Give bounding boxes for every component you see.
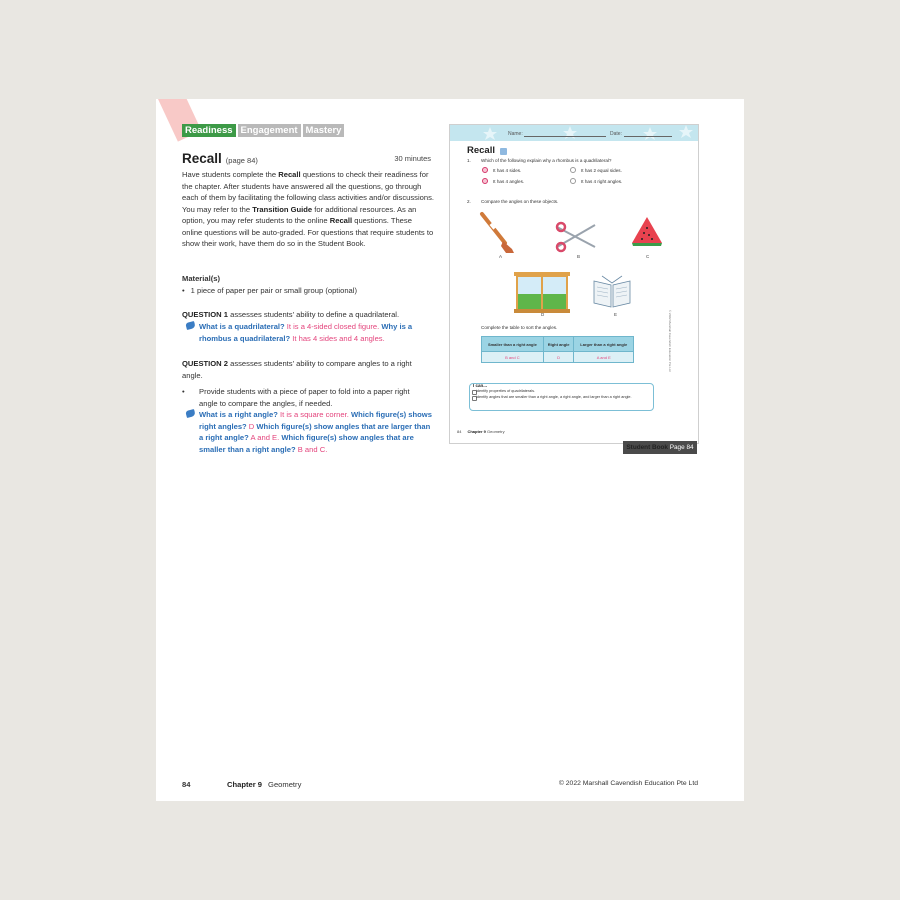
discussion-icon [185,409,196,418]
lesson-page-ref: (page 84) [225,156,258,165]
materials-item: • 1 piece of paper per pair or small group (optional) [182,286,357,295]
table-prompt: Complete the table to sort the angles. [481,325,558,330]
digital-icon [500,148,507,155]
tab-readiness[interactable]: Readiness [182,124,236,137]
i-can-item: identify properties of quadrilaterals. [476,389,536,393]
scissors-image [553,219,599,253]
sb-q2-number: 2. [467,199,471,204]
watermelon-slice-image [630,215,664,247]
i-can-item: identify angles that are smaller than a right angle, a right angle, and larger than a right angle. [476,395,632,399]
sb-copyright: © 2022 Marshall Cavendish Education Pte Ltd [668,310,672,372]
object-label-a: A [499,254,503,259]
object-label-d: D [541,312,545,317]
angle-sort-table [481,336,634,363]
student-book-thumbnail [449,124,699,444]
lesson-header [182,150,431,168]
object-label-e: E [614,312,618,317]
table-header: Smaller than a right angle [482,337,544,352]
i-can-heading: I can... [473,383,488,388]
option-b[interactable]: It has 2 equal sides. [570,167,622,173]
sb-q1-number: 1. [467,158,471,163]
tab-engagement[interactable]: Engagement [238,124,301,137]
teacher-guide-page: Readiness Engagement Mastery Recall (page 84) 30 minutes Have students complete the Recall questions to check their readiness for the chapter. After students have answered all the questions, go through each of them by facilitating the following class activities and/or discussions. You may refer to the Transition Guide for additional resources. As an option, you may refer students to the online Recall questions. These online questions will be auto-graded. For questions that require students to show their work, have them do so in the Student Book. Material(s) • 1 piece of paper per pair or small group (optional) QUESTION 1 assesses students’ ability to define a quadrilateral. What is a quadrilateral? It is a 4-sided closed figure. Why is a rhombus a quadrilateral? It has 4 sides and 4 angles. QUESTION 2 assesses students’ ability to compare angles to a right angle. • Provide students with a piece of paper to fold into a paper right angle to compare the angles, if needed. What is a right angle? It is a square corner. Which figure(s) shows right angles? D Which figure(s) show angles that are larger than a right angle? A and E. Which figure(s) show angles that are smaller than a right angle? B and C. Name: Date: Recall 1. Which of the following explain why a rhombus is a quadrilateral? It has 4 sides. It has 2 equal sides. It has 4 angles. It has 4 right angles. 2. Compare the angles on these objects. A B C D E Complete the table to sort the angles. Smaller than a right angle Right angle Larger than a right angle B and C D A and E I can... identify properties of quadrilaterals. identify angles that are smaller than a right angle, a right angle, and larger than a right angle. © 2022 Marshall Cavendish Education Pte Ltd 84 Chapter 9 Geometry Student Book Page 84 84 Chapter 9 Geometry © 2022 Marshall Cavendish Education Pte Ltd [156,99,744,801]
question-1-intro: QUESTION 1 assesses students’ ability to define a quadrilateral. [182,310,400,319]
name-line[interactable] [524,136,606,137]
materials-heading: Material(s) [182,274,220,283]
lesson-title: Recall [182,151,222,166]
hockey-stick-image [476,211,516,256]
open-book-image [592,273,632,309]
table-cell[interactable]: D [543,352,574,363]
name-label: Name: [508,131,523,137]
lesson-duration: 30 minutes [394,154,431,163]
footer-chapter: Chapter 9 Geometry [227,780,302,789]
table-header: Larger than a right angle [574,337,634,352]
object-label-c: C [646,254,650,259]
tab-mastery[interactable]: Mastery [303,124,345,137]
object-label-b: B [577,254,581,259]
option-a[interactable]: It has 4 sides. [482,167,521,173]
name-date-band [450,125,698,141]
option-d[interactable]: It has 4 right angles. [570,178,622,184]
date-label: Date: [610,131,622,137]
date-line[interactable] [624,136,672,137]
option-c[interactable]: It has 4 angles. [482,178,524,184]
lesson-stage-tabs [182,124,344,137]
intro-paragraph: Have students complete the Recall questions to check their readiness for the chapter. After students have answered all the questions, go through each of them by facilitating the following class activities and/or discussions. You may refer to the Transition Guide for additional resources. As an option, you may refer students to the online Recall questions. These online questions will be auto-graded. For questions that require students to show their work, have them do so in the Student Book. [182,170,434,248]
window-image [514,272,570,314]
table-cell[interactable]: B and C [482,352,544,363]
sb-q1-text: Which of the following explain why a rhombus is a quadrilateral? [481,158,612,163]
sb-title: Recall [467,145,495,156]
table-header: Right angle [543,337,574,352]
sb-footer: 84 Chapter 9 Geometry [457,429,505,434]
star-pattern [450,125,698,141]
footer-copyright: © 2022 Marshall Cavendish Education Pte Ltd [558,780,698,787]
footer-page-number: 84 [182,780,191,789]
question-2-intro: QUESTION 2 assesses students’ ability to compare angles to a right angle. [182,359,412,380]
student-book-page-tag: Student Book Page 84 [623,441,697,454]
discussion-icon [185,321,196,330]
table-cell[interactable]: A and E [574,352,634,363]
sb-q2-text: Compare the angles on these objects. [481,199,559,204]
i-can-box [469,383,654,411]
